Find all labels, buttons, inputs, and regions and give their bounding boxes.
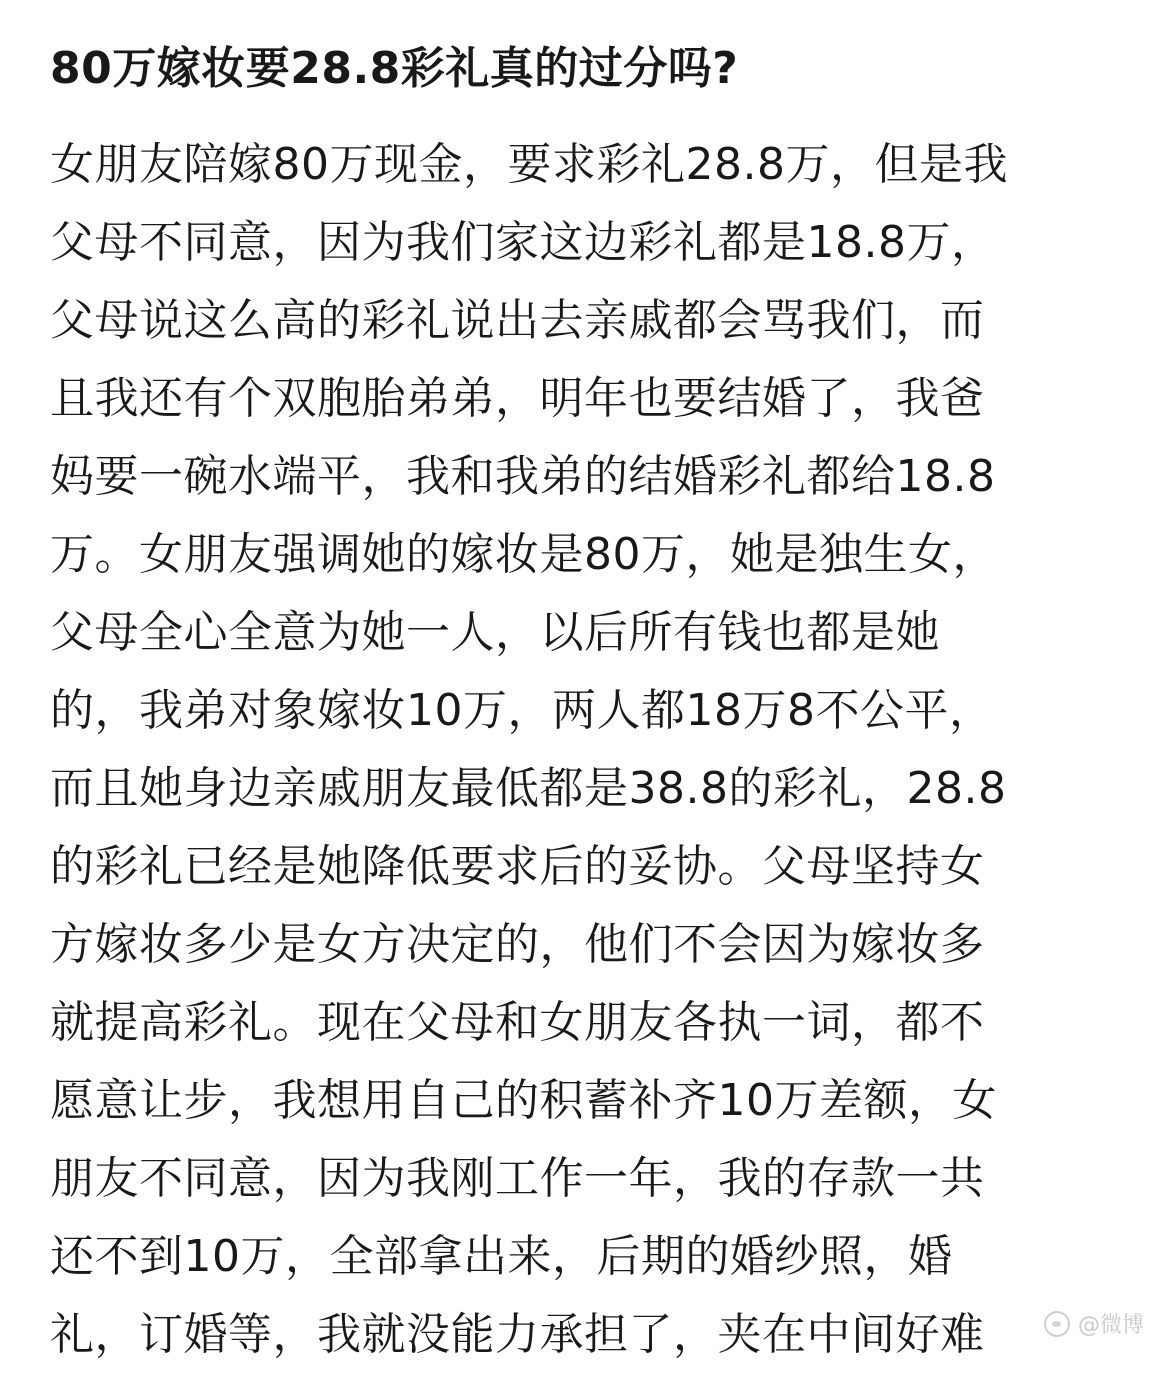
post-title: 80万嫁妆要28.8彩礼真的过分吗? bbox=[50, 43, 739, 94]
body-line: 就提高彩礼。现在父母和女朋友各执一词，都不 bbox=[50, 997, 985, 1048]
body-line: 妈要一碗水端平，我和我弟的结婚彩礼都给18.8 bbox=[50, 451, 996, 502]
body-line: 而且她身边亲戚朋友最低都是38.8的彩礼，28.8 bbox=[50, 763, 1007, 814]
body-line: 万。女朋友强调她的嫁妆是80万，她是独生女， bbox=[50, 529, 997, 580]
body-line: 且我还有个双胞胎弟弟，明年也要结婚了，我爸 bbox=[50, 373, 985, 424]
body-line: 父母说这么高的彩礼说出去亲戚都会骂我们，而 bbox=[50, 295, 985, 346]
body-line: 父母全心全意为她一人，以后所有钱也都是她 bbox=[50, 607, 940, 658]
body-line: 父母不同意，因为我们家这边彩礼都是18.8万， bbox=[50, 217, 996, 268]
body-line: 方嫁妆多少是女方决定的，他们不会因为嫁妆多 bbox=[50, 919, 985, 970]
body-line: 还不到10万，全部拿出来，后期的婚纱照，婚 bbox=[50, 1231, 953, 1282]
body-line: 的彩礼已经是她降低要求后的妥协。父母坚持女 bbox=[50, 841, 985, 892]
body-line: 愿意让步，我想用自己的积蓄补齐10万差额，女 bbox=[50, 1075, 997, 1126]
watermark-text: @微博 bbox=[1077, 1313, 1144, 1338]
weibo-logo-icon bbox=[1044, 1311, 1070, 1337]
body-line: 朋友不同意，因为我刚工作一年，我的存款一共 bbox=[50, 1153, 985, 1204]
body-line: 女朋友陪嫁80万现金，要求彩礼28.8万，但是我 bbox=[50, 139, 1008, 190]
body-line: 的，我弟对象嫁妆10万，两人都18万8不公平， bbox=[50, 685, 994, 736]
watermark bbox=[1034, 1304, 1154, 1343]
post-body bbox=[50, 126, 1150, 1374]
body-line: 礼，订婚等，我就没能力承担了，夹在中间好难 bbox=[50, 1309, 985, 1360]
